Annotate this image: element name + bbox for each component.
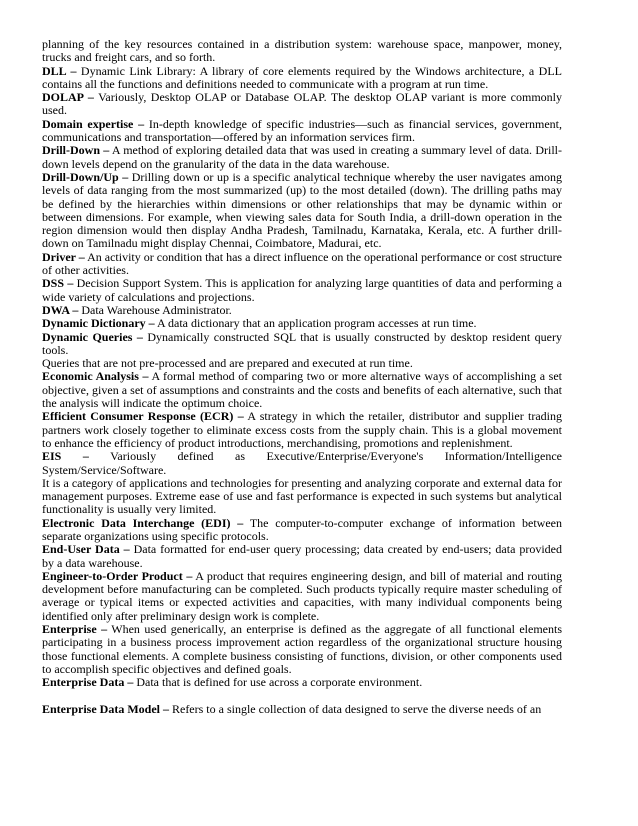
- entry-term: Dynamic Queries –: [42, 329, 143, 344]
- entry-text: Drilling down or up is a specific analytical technique whereby the user navigates among levels of data ranging from the most summarized (up) to the most detailed (down). The drilling paths may be defined by the hierarchies within dimensions or other relationships that may be dynamic within or between dimensions. For example, when viewing sales data for South India, a drill-down operation in the region dimension would then display Andha Pradesh, Tamilnadu, Karnataka, Kerala, etc. A further drill-down on Tamilnadu might display Chennai, Coimbatore, Madurai, etc.: [42, 169, 562, 251]
- document-page: [42, 38, 562, 716]
- entry-term: DLL –: [42, 63, 77, 78]
- entry-text: It is a category of applications and technologies for presenting and analyzing corporate and external data for management purposes. Extreme ease of use and fast performance is expected in such systems but analytical functionality is usually very limited.: [42, 475, 562, 517]
- entry-term: Driver –: [42, 249, 85, 264]
- entry-text: Data Warehouse Administrator.: [78, 302, 232, 317]
- glossary-entry-dll: [42, 65, 562, 92]
- entry-text: Data that is defined for use across a corporate environment.: [133, 675, 423, 690]
- entry-text: Variously defined as Executive/Enterprise/Everyone's Information/Intelligence System/Service/Software.: [42, 449, 562, 477]
- entry-text: Queries that are not pre-processed and are prepared and executed at run time.: [42, 356, 413, 371]
- glossary-entry-drill-down: [42, 144, 562, 171]
- entry-text: Decision Support System. This is application for analyzing large quantities of data and performing a wide variety of calculations and projections.: [42, 276, 562, 304]
- entry-term: End-User Data –: [42, 542, 130, 557]
- entry-text: Data formatted for end-user query processing; data created by end-users; data provided by a data warehouse.: [42, 542, 563, 570]
- glossary-entry-end-user-data: [42, 543, 562, 570]
- entry-term: Enterprise –: [42, 622, 108, 637]
- entry-text: Refers to a single collection of data designed to serve the diverse needs of an: [168, 701, 542, 716]
- glossary-entry-dolap: [42, 91, 562, 118]
- entry-term: Enterprise Data Model –: [42, 701, 169, 716]
- glossary-entry-dynamic-queries: [42, 331, 562, 358]
- entry-term: DOLAP –: [42, 90, 94, 105]
- glossary-entry-enterprise-data-model: [42, 703, 562, 716]
- entry-text: When used generically, an enterprise is defined as the aggregate of all functional elements participating in a business process improvement action regardless of the organizational structure housing those functional elements. A complete business consisting of functions, division, or other components used to accomplish specific objectives and defined goals.: [42, 622, 562, 676]
- glossary-entry-economic-analysis: [42, 370, 562, 410]
- entry-term: Enterprise Data –: [42, 675, 134, 690]
- entry-text: A method of exploring detailed data that was used in creating a summary level of data. Drill-down levels depend on the granularity of the data in the data warehouse.: [42, 143, 562, 171]
- entry-text: Dynamically constructed SQL that is usually constructed by desktop resident query tools.: [42, 329, 562, 357]
- glossary-entry-dss: [42, 277, 562, 304]
- entry-text: planning of the key resources contained in a distribution system: warehouse space, manpower, money, trucks and freight cars, and so forth.: [42, 37, 562, 65]
- entry-text: A formal method of comparing two or more alternative ways of accomplishing a set objective, given a set of assumptions and constraints and the costs and benefits of each alternative, such that the analysis will indicate the optimum choice.: [42, 369, 562, 411]
- glossary-entry-enterprise-data: [42, 676, 562, 689]
- glossary-entry-driver: [42, 251, 562, 278]
- glossary-entry-eis: [42, 450, 562, 477]
- entry-text: A strategy in which the retailer, distributor and supplier trading partners work closely together to eliminate excess costs from the supply chain. This is a global movement to enhance the efficiency of product introductions, merchandising, promotions and replenishment.: [42, 409, 563, 450]
- entry-term: Dynamic Dictionary –: [42, 316, 155, 331]
- entry-text: In-depth knowledge of specific industries—such as financial services, government, communications and transportation—offered by an information services firm.: [42, 116, 562, 145]
- glossary-entry-ecr: [42, 410, 562, 450]
- entry-text: A product that requires engineering design, and bill of material and routing development before manufacturing can be completed. Such products typically require master scheduling of average or typical items or expected activities and capacities, with many individual components being identified only after preliminary design work is complete.: [42, 568, 562, 623]
- entry-term: Domain expertise –: [42, 116, 145, 131]
- glossary-entry-dwa: [42, 304, 562, 317]
- glossary-entry-distribution-cont: [42, 38, 562, 65]
- entry-term: DSS –: [42, 276, 74, 291]
- entry-term: Economic Analysis –: [42, 369, 149, 384]
- entry-term: Drill-Down/Up –: [42, 169, 129, 184]
- entry-text: Dynamic Link Library: A library of core elements required by the Windows architecture, a DLL contains all the functions and definitions needed to communicate with a program at run time.: [42, 63, 562, 91]
- glossary-entry-engineer-to-order: [42, 570, 562, 623]
- entry-text: A data dictionary that an application program accesses at run time.: [154, 316, 477, 331]
- glossary-entry-domain-expertise: [42, 118, 562, 145]
- entry-text: Variously, Desktop OLAP or Database OLAP. The desktop OLAP variant is more commonly used.: [42, 90, 562, 118]
- glossary-entry-dynamic-dictionary: [42, 317, 562, 330]
- entry-term: Engineer-to-Order Product –: [42, 568, 193, 583]
- entry-term: Drill-Down –: [42, 143, 110, 158]
- entry-text: The computer-to-computer exchange of information between separate organizations using specific protocols.: [42, 515, 562, 543]
- entry-term: DWA –: [42, 302, 79, 317]
- glossary-entry-drill-down-up: [42, 171, 562, 251]
- entry-term: Electronic Data Interchange (EDI) –: [42, 515, 244, 530]
- entry-term: EIS –: [42, 449, 89, 464]
- glossary-entry-enterprise: [42, 623, 562, 676]
- entry-term: Efficient Consumer Response (ECR) –: [42, 409, 244, 424]
- glossary-entry-dynamic-queries-cont: [42, 357, 562, 370]
- entry-text: An activity or condition that has a direct influence on the operational performance or cost structure of other activities.: [42, 249, 562, 278]
- glossary-entry-eis-cont: [42, 477, 562, 517]
- glossary-entry-edi: [42, 517, 562, 544]
